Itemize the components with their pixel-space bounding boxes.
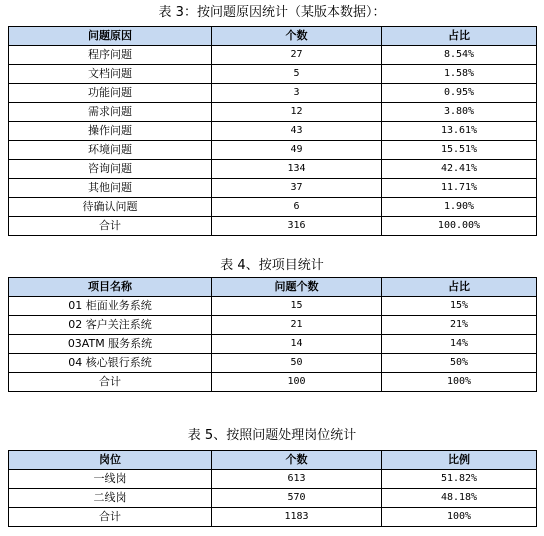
table-row bbox=[9, 179, 537, 198]
table5-header-count: 个数 bbox=[212, 451, 382, 470]
table3-header-ratio: 占比 bbox=[382, 27, 537, 46]
table-row bbox=[9, 489, 537, 508]
cell-project: 合计 bbox=[9, 373, 212, 392]
cell-ratio: 42.41% bbox=[382, 160, 537, 179]
cell-count: 12 bbox=[212, 103, 382, 122]
cell-count: 134 bbox=[212, 160, 382, 179]
table4-header-row bbox=[9, 278, 537, 297]
cell-count: 27 bbox=[212, 46, 382, 65]
table3-header-row bbox=[9, 27, 537, 46]
cell-ratio: 8.54% bbox=[382, 46, 537, 65]
cell-ratio: 100.00% bbox=[382, 217, 537, 236]
cell-ratio: 15% bbox=[382, 297, 537, 316]
cell-ratio: 50% bbox=[382, 354, 537, 373]
cell-cause: 程序问题 bbox=[9, 46, 212, 65]
table-total-row bbox=[9, 373, 537, 392]
table-row bbox=[9, 297, 537, 316]
cell-project: 01 柜面业务系统 bbox=[9, 297, 212, 316]
table5-header-row bbox=[9, 451, 537, 470]
cell-ratio: 15.51% bbox=[382, 141, 537, 160]
cell-cause: 操作问题 bbox=[9, 122, 212, 141]
table3-caption: 表 3：按问题原因统计（某版本数据）： bbox=[158, 5, 386, 20]
table3-header-cause: 问题原因 bbox=[9, 27, 212, 46]
table4 bbox=[8, 277, 537, 392]
cell-ratio: 14% bbox=[382, 335, 537, 354]
cell-count: 1183 bbox=[212, 508, 382, 527]
cell-cause: 环境问题 bbox=[9, 141, 212, 160]
cell-count: 21 bbox=[212, 316, 382, 335]
cell-ratio: 1.58% bbox=[382, 65, 537, 84]
table-row bbox=[9, 141, 537, 160]
cell-count: 613 bbox=[212, 470, 382, 489]
table-row bbox=[9, 316, 537, 335]
table5 bbox=[8, 450, 537, 527]
cell-project: 03ATM 服务系统 bbox=[9, 335, 212, 354]
table3-header-count: 个数 bbox=[212, 27, 382, 46]
cell-ratio: 11.71% bbox=[382, 179, 537, 198]
cell-cause: 咨询问题 bbox=[9, 160, 212, 179]
cell-cause: 合计 bbox=[9, 217, 212, 236]
table-row bbox=[9, 470, 537, 489]
cell-count: 37 bbox=[212, 179, 382, 198]
table4-header-count: 问题个数 bbox=[212, 278, 382, 297]
cell-count: 316 bbox=[212, 217, 382, 236]
table-row bbox=[9, 198, 537, 217]
table5-header-ratio: 比例 bbox=[382, 451, 537, 470]
table4-header-project: 项目名称 bbox=[9, 278, 212, 297]
cell-post: 合计 bbox=[9, 508, 212, 527]
cell-count: 14 bbox=[212, 335, 382, 354]
cell-ratio: 48.18% bbox=[382, 489, 537, 508]
cell-ratio: 100% bbox=[382, 373, 537, 392]
cell-ratio: 1.90% bbox=[382, 198, 537, 217]
cell-count: 15 bbox=[212, 297, 382, 316]
cell-cause: 文档问题 bbox=[9, 65, 212, 84]
table-total-row bbox=[9, 508, 537, 527]
table5-header-post: 岗位 bbox=[9, 451, 212, 470]
cell-count: 43 bbox=[212, 122, 382, 141]
cell-count: 50 bbox=[212, 354, 382, 373]
cell-cause: 功能问题 bbox=[9, 84, 212, 103]
cell-ratio: 21% bbox=[382, 316, 537, 335]
cell-count: 3 bbox=[212, 84, 382, 103]
cell-cause: 待确认问题 bbox=[9, 198, 212, 217]
cell-project: 02 客户关注系统 bbox=[9, 316, 212, 335]
table3 bbox=[8, 26, 537, 236]
table-row bbox=[9, 335, 537, 354]
cell-count: 570 bbox=[212, 489, 382, 508]
table-row bbox=[9, 354, 537, 373]
table-row bbox=[9, 65, 537, 84]
cell-ratio: 0.95% bbox=[382, 84, 537, 103]
cell-post: 一线岗 bbox=[9, 470, 212, 489]
table5-caption: 表 5、按照问题处理岗位统计 bbox=[187, 428, 357, 443]
table-row bbox=[9, 46, 537, 65]
cell-ratio: 51.82% bbox=[382, 470, 537, 489]
cell-project: 04 核心银行系统 bbox=[9, 354, 212, 373]
cell-cause: 需求问题 bbox=[9, 103, 212, 122]
cell-count: 6 bbox=[212, 198, 382, 217]
cell-count: 49 bbox=[212, 141, 382, 160]
cell-count: 5 bbox=[212, 65, 382, 84]
table-row bbox=[9, 160, 537, 179]
table4-caption: 表 4、按项目统计 bbox=[220, 258, 324, 273]
table-row bbox=[9, 84, 537, 103]
table-row bbox=[9, 103, 537, 122]
cell-post: 二线岗 bbox=[9, 489, 212, 508]
table4-header-ratio: 占比 bbox=[382, 278, 537, 297]
table-row bbox=[9, 122, 537, 141]
cell-ratio: 3.80% bbox=[382, 103, 537, 122]
cell-ratio: 13.61% bbox=[382, 122, 537, 141]
cell-cause: 其他问题 bbox=[9, 179, 212, 198]
table-total-row bbox=[9, 217, 537, 236]
cell-count: 100 bbox=[212, 373, 382, 392]
cell-ratio: 100% bbox=[382, 508, 537, 527]
